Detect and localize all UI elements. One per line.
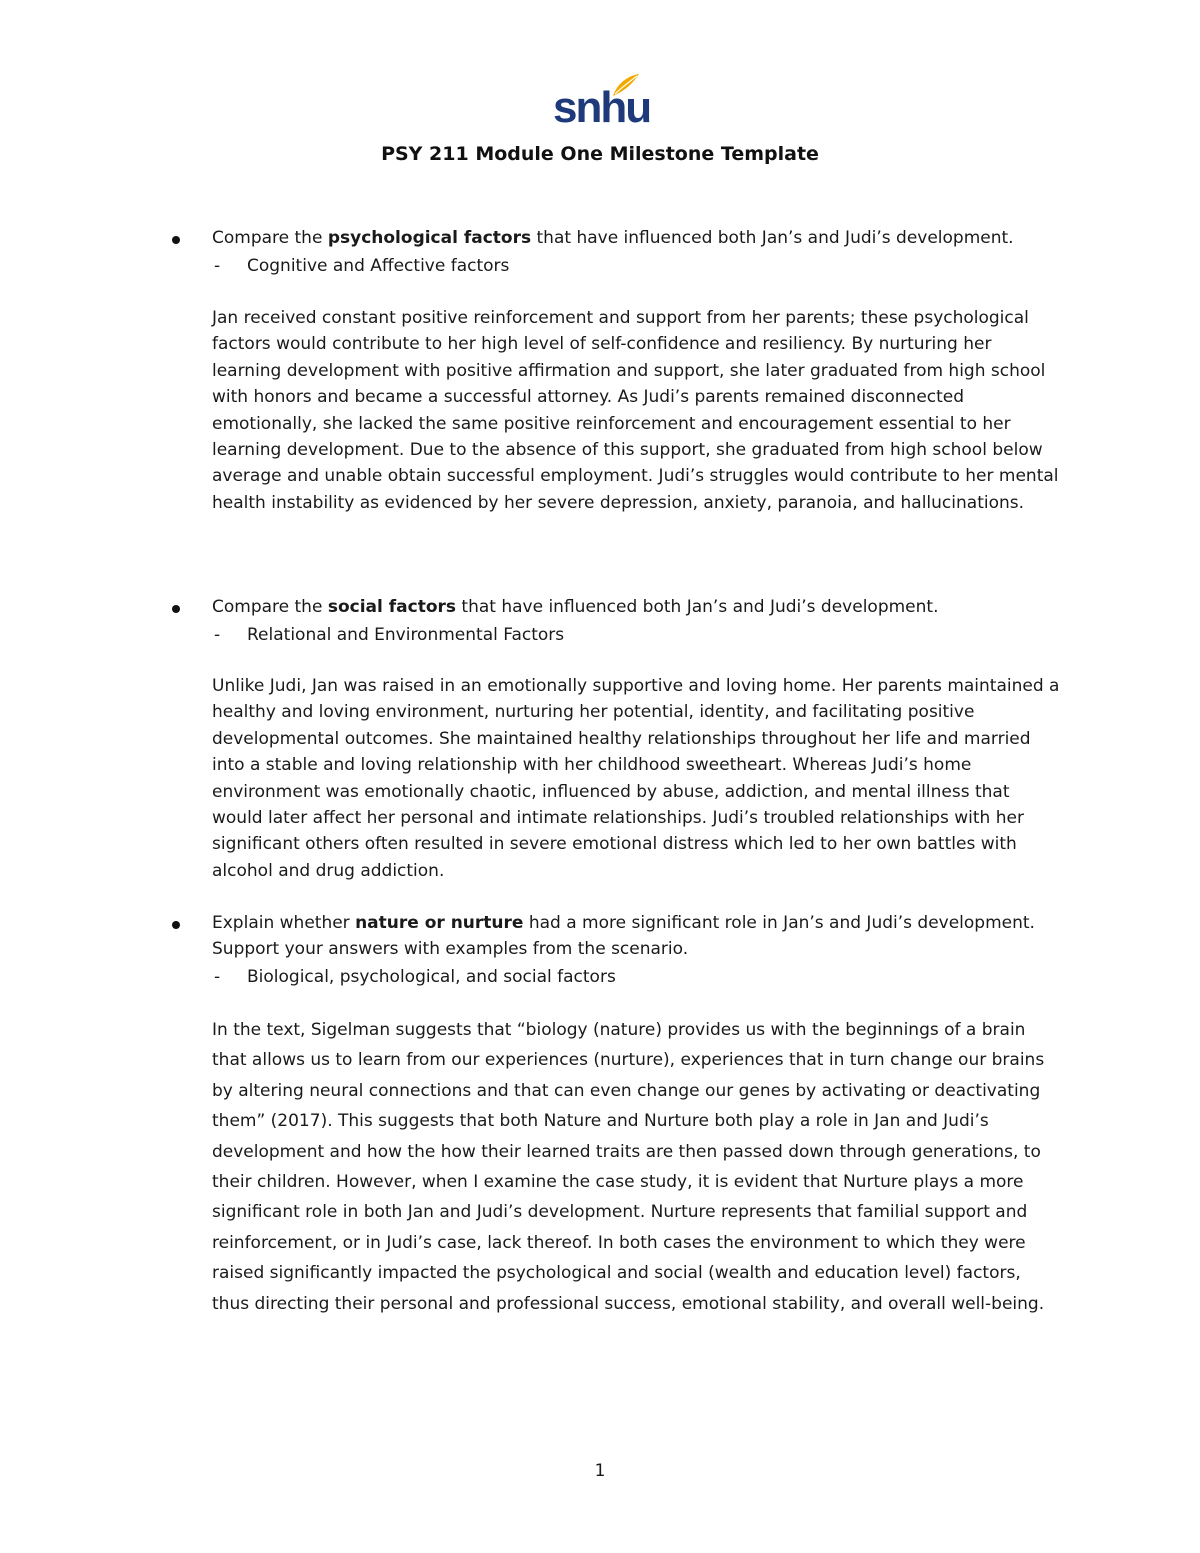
dash-marker: -	[214, 256, 221, 276]
section-social-factors	[0, 594, 1200, 881]
page-title: PSY 211 Module One Milestone Template	[381, 143, 819, 165]
section-prompt: Explain whether nature or nurture had a more significant role in Jan’s and Judi’s development. Support your answers with examples from the scenario.	[212, 913, 1035, 959]
section-prompt: Compare the psychological factors that have influenced both Jan’s and Judi’s development.	[212, 228, 1014, 248]
dash-marker: -	[214, 625, 221, 645]
bullet-icon	[172, 236, 180, 244]
subpoint: - Relational and Environmental Factors	[0, 622, 1200, 650]
section-nature-nurture	[0, 910, 1200, 1314]
dash-marker: -	[214, 967, 221, 987]
subpoint: - Biological, psychological, and social factors	[0, 964, 1200, 992]
answer-paragraph: Jan received constant positive reinforcement and support from her parents; these psychological factors would contribute to her high level of self-confidence and resiliency. By nurturing her learning development with positive affirmation and support, she later graduated from high school with honors and became a successful attorney. As Judi’s parents remained disconnected emotionally, she lacked the same positive reinforcement and encouragement essential to her learning development. Due to the absence of this support, she graduated from high school below average and unable obtain successful employment. Judi’s struggles would contribute to her mental health instability as evidenced by her severe depression, anxiety, paranoia, and hallucinations.	[212, 308, 1059, 513]
answer-paragraph: Unlike Judi, Jan was raised in an emotionally supportive and loving home. Her parents maintained a healthy and loving environment, nurturing her potential, identity, and facilitating positive developmental outcomes. She maintained healthy relationships throughout her life and married into a stable and loving relationship with her childhood sweetheart. Whereas Judi’s home environment was emotionally chaotic, influenced by abuse, addiction, and mental illness that would later affect her personal and intimate relationships. Judi’s troubled relationships with her significant others often resulted in severe emotional distress which led to her own battles with alcohol and drug addiction.	[212, 676, 1060, 881]
bullet-icon	[172, 921, 180, 929]
logo-wordmark: snhu	[553, 83, 651, 132]
section-prompt: Compare the social factors that have influenced both Jan’s and Judi’s development.	[212, 597, 939, 617]
page-number: 1	[594, 1461, 606, 1481]
subpoint: - Cognitive and Affective factors	[0, 253, 1200, 281]
snhu-logo	[553, 72, 651, 132]
section-psychological-factors	[0, 225, 1200, 513]
bullet-icon	[172, 605, 180, 613]
answer-paragraph: In the text, Sigelman suggests that “biology (nature) provides us with the beginnings of a brain that allows us to learn from our experiences (nurture), experiences that in turn change our brains by altering neural connections and that can even change our genes by activating or deactivating them” (2017). This suggests that both Nature and Nurture both play a role in Jan and Judi’s development and how the how their learned traits are then passed down through generations, to their children. However, when I examine the case study, it is evident that Nurture plays a more significant role in both Jan and Judi’s development. Nurture represents that familial support and reinforcement, or in Judi’s case, lack thereof. In both cases the environment to which they were raised significantly impacted the psychological and social (wealth and education level) factors, thus directing their personal and professional success, emotional stability, and overall well-being.	[212, 1020, 1045, 1314]
